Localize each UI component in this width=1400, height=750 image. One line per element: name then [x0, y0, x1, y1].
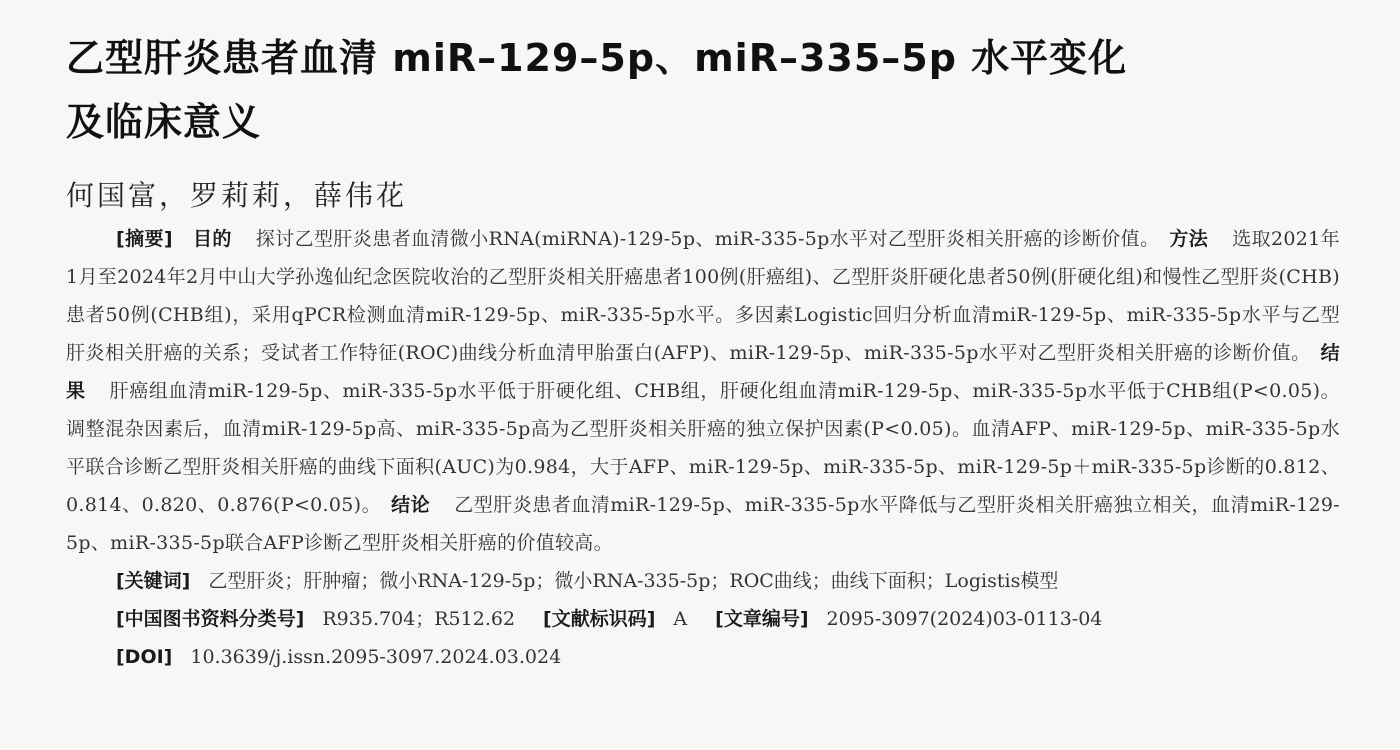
author-list: 何国富，罗莉莉，薛伟花	[66, 179, 408, 212]
abstract-section	[66, 220, 1340, 562]
keywords-row	[116, 562, 1340, 600]
article-metadata	[66, 562, 1340, 676]
clc-label: [中国图书资料分类号]	[116, 608, 305, 630]
classification-row	[116, 600, 1340, 638]
doccode-label: [文献标识码]	[543, 608, 656, 630]
article-number-label: [文章编号]	[715, 608, 809, 630]
abstract-paragraph	[66, 220, 1340, 562]
doccode-value: A	[673, 608, 688, 630]
doi-row	[116, 638, 1340, 676]
article-number-value: 2095-3097(2024)03-0113-04	[826, 608, 1103, 630]
clc-value: R935.704；R512.62	[322, 608, 516, 630]
methods-label: 方法	[1169, 228, 1209, 250]
conclusion-label: 结论	[391, 494, 431, 516]
abstract-label: [摘要]	[116, 228, 173, 250]
title-line-1: 乙型肝炎患者血清 miR–129–5p、miR–335–5p 水平变化	[66, 36, 1128, 80]
keywords-label: [关键词]	[116, 570, 191, 592]
article-title	[66, 26, 1340, 154]
doi-value: 10.3639/j.issn.2095-3097.2024.03.024	[190, 646, 562, 668]
objective-label: 目的	[192, 228, 232, 250]
objective-text: 探讨乙型肝炎患者血清微小RNA(miRNA)-129-5p、miR-335-5p水平对乙型肝炎相关肝癌的诊断价值。	[255, 228, 1150, 250]
methods-text: 选取2021年1月至2024年2月中山大学孙逸仙纪念医院收治的乙型肝炎相关肝癌患者100例(肝癌组)、乙型肝炎肝硬化患者50例(肝硬化组)和慢性乙型肝炎(CHB)患者50例(CHB组)，采用qPCR检测血清miR-129-5p、miR-335-5p水平。多因素Logistic回归分析血清miR-129-5p、miR-335-5p水平与乙型肝炎相关肝癌的关系；受试者工作特征(ROC)曲线分析血清甲胎蛋白(AFP)、miR-129-5p、miR-335-5p水平对乙型肝炎相关肝癌的诊断价值。	[66, 228, 1340, 364]
results-text: 肝癌组血清miR-129-5p、miR-335-5p水平低于肝硬化组、CHB组，肝硬化组血清miR-129-5p、miR-335-5p水平低于CHB组(P<0.05)。调整混杂因素后，血清miR-129-5p高、miR-335-5p高为乙型肝炎相关肝癌的独立保护因素(P<0.05)。血清AFP、miR-129-5p、miR-335-5p水平联合诊断乙型肝炎相关肝癌的曲线下面积(AUC)为0.984，大于AFP、miR-129-5p、miR-335-5p、miR-129-5p＋miR-335-5p诊断的0.812、0.814、0.820、0.876(P<0.05)。	[66, 380, 1340, 516]
results-label: 结果	[66, 342, 1340, 402]
conclusion-text: 乙型肝炎患者血清miR-129-5p、miR-335-5p水平降低与乙型肝炎相关肝癌独立相关，血清miR-129-5p、miR-335-5p联合AFP诊断乙型肝炎相关肝癌的价值较高。	[66, 494, 1340, 554]
keywords-text: 乙型肝炎；肝肿瘤；微小RNA-129-5p；微小RNA-335-5p；ROC曲线；曲线下面积；Logistis模型	[208, 570, 1059, 592]
title-line-2: 及临床意义	[66, 100, 262, 144]
doi-label: [DOI]	[116, 646, 173, 668]
